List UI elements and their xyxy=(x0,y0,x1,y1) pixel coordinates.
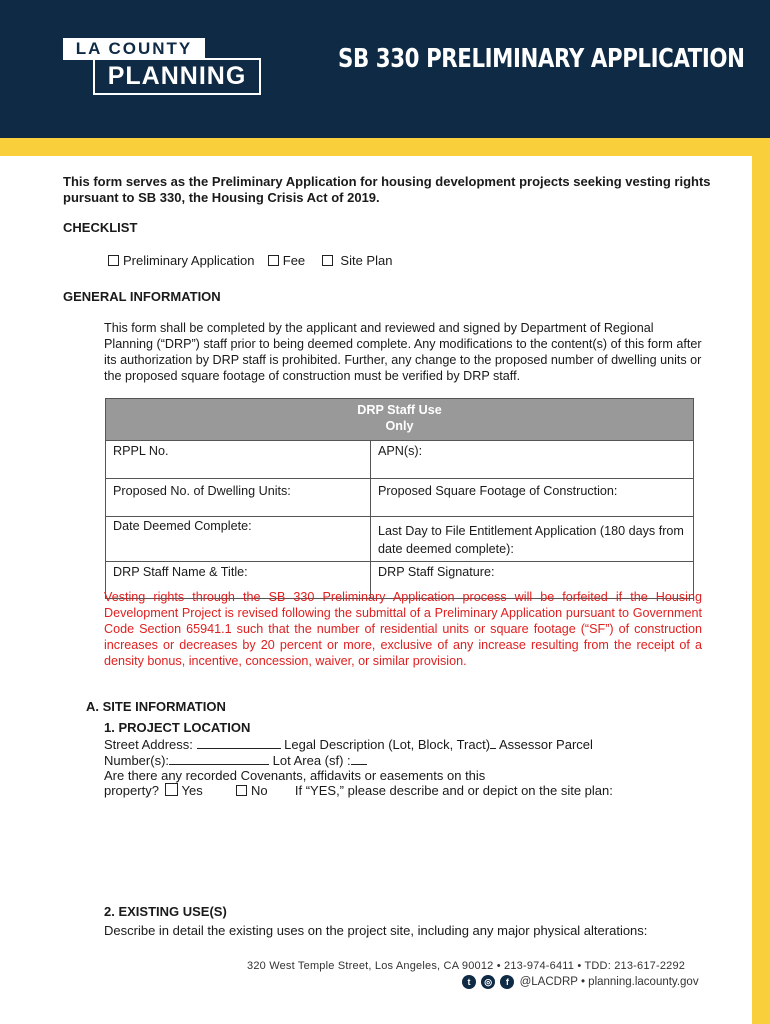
preliminary-application-label: Preliminary Application xyxy=(123,253,255,268)
square-footage-label: Proposed Square Footage of Construction: xyxy=(378,484,618,498)
yes-label: Yes xyxy=(181,783,203,798)
drp-header-line1: DRP Staff Use xyxy=(357,403,442,417)
date-deemed-cell[interactable] xyxy=(106,517,371,562)
yellow-side-bar xyxy=(752,156,770,1024)
site-plan-label: Site Plan xyxy=(340,253,393,268)
logo-la-county: LA COUNTY xyxy=(63,38,205,60)
rppl-label: RPPL No. xyxy=(113,444,169,458)
parcel-row xyxy=(104,752,367,769)
parcel-numbers-label: Number(s): xyxy=(104,753,170,768)
twitter-icon[interactable]: t xyxy=(462,975,476,989)
lot-area-field[interactable] xyxy=(351,752,367,765)
fee-label: Fee xyxy=(282,253,306,268)
drp-header-line2: Only xyxy=(385,419,414,433)
dwelling-units-cell[interactable] xyxy=(106,479,371,517)
property-label: property? xyxy=(104,783,159,798)
rppl-cell[interactable] xyxy=(106,441,371,479)
general-info-paragraph: This form shall be completed by the applicant and reviewed and signed by Department of Regional Planning (“DRP”) staff prior to being deemed complete. Any modifications to the content(s) of this form after its authorization by DRP staff is prohibited. Further, any change to the proposed number of dwelling units or the proposed square footage of construction must be verified by DRP staff. xyxy=(104,321,702,383)
drp-table-header xyxy=(106,399,694,441)
header-banner xyxy=(0,0,770,138)
if-yes-instruction: If “YES,” please describe and or depict on the site plan: xyxy=(294,783,613,798)
footer-address: 320 West Temple Street, Los Angeles, CA 90012 • 213-974-6411 • TDD: 213-617-2292 xyxy=(247,960,686,972)
existing-use-heading: 2. EXISTING USE(S) xyxy=(104,904,227,919)
street-address-label: Street Address: xyxy=(104,737,193,752)
staff-signature-label: DRP Staff Signature: xyxy=(378,565,495,579)
site-info-heading: A. SITE INFORMATION xyxy=(86,699,226,714)
logo-planning: PLANNING xyxy=(93,58,261,95)
apn-label: APN(s): xyxy=(378,444,423,458)
lot-area-label: Lot Area (sf) : xyxy=(272,753,351,768)
apn-cell[interactable] xyxy=(371,441,694,479)
legal-description-label: Legal Description (Lot, Block, Tract) xyxy=(284,737,491,752)
staff-name-label: DRP Staff Name & Title: xyxy=(113,565,248,579)
covenants-question: Are there any recorded Covenants, affidavits or easements on this xyxy=(104,768,486,783)
date-deemed-label: Date Deemed Complete: xyxy=(113,519,252,533)
intro-text: This form serves as the Preliminary Application for housing development projects seeking vesting rights pursuant to SB 330, the Housing Crisis Act of 2019. xyxy=(63,174,711,205)
no-label: No xyxy=(251,783,268,798)
existing-use-description: Describe in detail the existing uses on the project site, including any major physical alterations: xyxy=(104,923,648,938)
dwelling-units-label: Proposed No. of Dwelling Units: xyxy=(113,484,291,498)
yellow-divider xyxy=(0,138,770,156)
no-checkbox[interactable] xyxy=(236,785,247,796)
street-address-row xyxy=(104,736,593,753)
instagram-icon[interactable]: ◎ xyxy=(481,975,495,989)
vesting-warning: Vesting rights through the SB 330 Preliminary Application process will be forfeited if the Housing Development Project is revised following the submittal of a Preliminary Application pursuant to Government Code Section 65941.1 such that the number of residential units or square footage (“SF”) of construction increases or decreases by 20 percent or more, exclusive of any increase resulting from the receipt of a density bonus, incentive, concession, waiver, or similar provision. xyxy=(104,590,702,668)
fee-checkbox[interactable] xyxy=(268,255,279,266)
preliminary-application-checkbox[interactable] xyxy=(108,255,119,266)
footer-separator: • xyxy=(580,976,585,989)
checklist-heading: CHECKLIST xyxy=(63,220,138,235)
project-location-heading: 1. PROJECT LOCATION xyxy=(104,720,251,735)
facebook-icon[interactable]: f xyxy=(500,975,514,989)
legal-description-field[interactable] xyxy=(490,736,496,749)
site-plan-checkbox[interactable] xyxy=(322,255,333,266)
drp-staff-table xyxy=(105,398,694,599)
yes-checkbox[interactable] xyxy=(165,783,178,796)
page-title: SB 330 PRELIMINARY APPLICATION xyxy=(338,44,745,74)
last-day-label: Last Day to File Entitlement Application (180 days from date deemed complete): xyxy=(378,524,684,556)
social-handle[interactable]: @LACDRP xyxy=(519,976,578,989)
square-footage-cell[interactable] xyxy=(371,479,694,517)
assessor-label: Assessor Parcel xyxy=(498,737,593,752)
general-info-heading: GENERAL INFORMATION xyxy=(63,289,221,304)
checklist-items xyxy=(108,253,392,269)
street-address-field[interactable] xyxy=(197,736,281,749)
parcel-numbers-field[interactable] xyxy=(169,752,269,765)
footer-social xyxy=(462,975,699,989)
property-question-row xyxy=(104,783,613,799)
website-link[interactable]: planning.lacounty.gov xyxy=(588,976,699,989)
last-day-cell[interactable] xyxy=(371,517,694,562)
